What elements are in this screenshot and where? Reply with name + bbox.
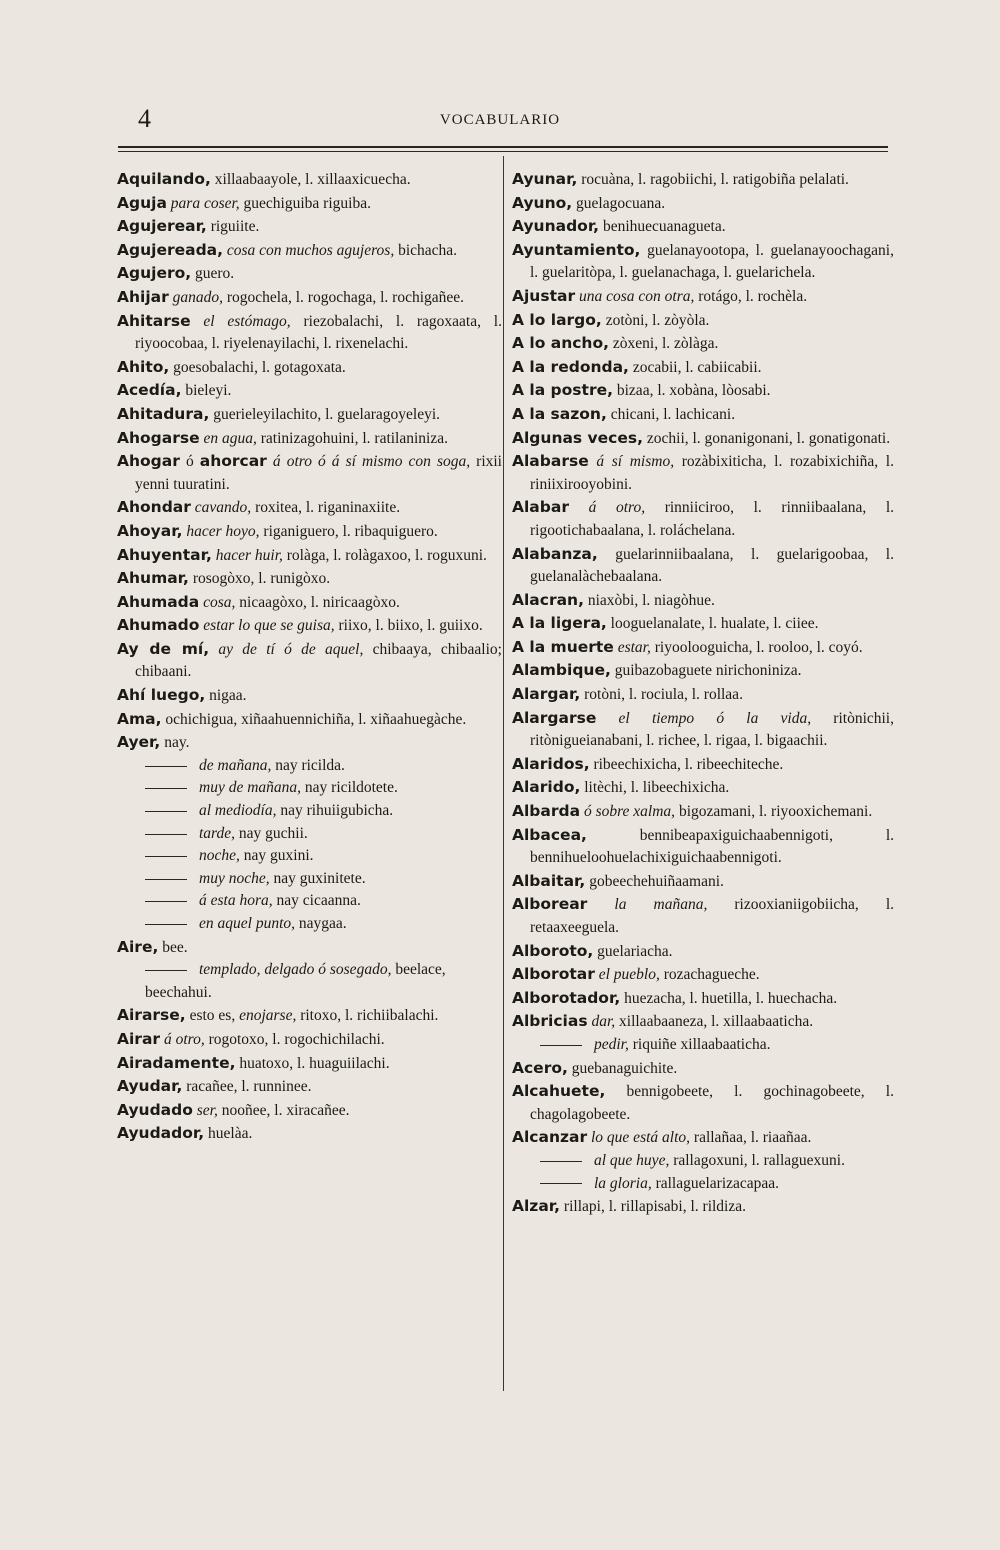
translation: zotòni, l. zòyòla.: [601, 311, 710, 329]
dictionary-entry: [512, 824, 894, 870]
headword: Alborotar: [512, 965, 595, 984]
translation: guelarinniibaalana, l. guelarigoobaa, l. guelanalàchebaalana.: [530, 545, 894, 586]
usage-note: la mañana,: [587, 896, 708, 914]
dictionary-entry: [512, 332, 894, 356]
translation: nay guxini.: [239, 847, 314, 865]
dictionary-entry: [512, 870, 894, 894]
translation: bichacha.: [394, 241, 458, 259]
headword: Ahogar: [117, 452, 180, 471]
headword: Alcanzar: [512, 1128, 588, 1147]
dictionary-entry: [512, 636, 894, 660]
headword: A lo largo,: [512, 310, 602, 329]
translation: ritònichii, ritònigueianabani, l. richee, l. rigaa, l. bigaachii.: [530, 709, 894, 750]
headword: Agujereada,: [117, 240, 224, 259]
dictionary-entry: [512, 1195, 894, 1219]
dictionary-entry: [512, 940, 894, 964]
headword: Alboroto,: [512, 941, 594, 960]
dictionary-entry: [117, 262, 502, 286]
translation: guelagocuana.: [572, 194, 666, 212]
translation: chicani, l. lachicani.: [606, 405, 736, 423]
headword: A la sazon,: [512, 404, 607, 423]
headword-alt: ahorcar: [199, 452, 267, 471]
left-column: [117, 168, 502, 1146]
usage-note: una cosa con otra,: [575, 287, 695, 305]
headword: Alborotador,: [512, 988, 621, 1007]
repeat-dash: [540, 1183, 582, 1184]
repeat-dash: [145, 856, 187, 857]
sub-entry: [117, 800, 502, 823]
headword: Aquilando,: [117, 170, 211, 188]
translation: niaxòbi, l. niagòhue.: [583, 591, 715, 609]
dictionary-entry: [117, 192, 502, 216]
page-header: [110, 104, 890, 136]
headword: Alzar,: [512, 1197, 561, 1216]
headword: Algunas veces,: [512, 428, 643, 447]
translation: guelanayootopa, l. guelanayoochagani, l. guelaritòpa, l. guelanachaga, l. guelarichela.: [530, 241, 894, 282]
dictionary-entry: [512, 450, 894, 496]
dictionary-entry: [512, 1126, 894, 1150]
usage-note: cosa con muchos agujeros,: [223, 241, 395, 259]
repeat-dash: [145, 901, 187, 902]
headword: Airarse,: [117, 1006, 186, 1025]
headword: A la redonda,: [512, 357, 629, 376]
sub-entry: [117, 959, 502, 1004]
headword: Ahondar: [117, 498, 191, 517]
translation: bieleyi.: [181, 382, 232, 400]
usage-note: para coser,: [166, 194, 240, 212]
translation: nicaagòxo, l. niricaagòxo.: [235, 593, 400, 611]
usage-note: el estómago,: [190, 312, 291, 330]
translation: chibaaya, chibaalio; chibaani.: [135, 640, 502, 681]
headword: Acero,: [512, 1058, 568, 1077]
headword: Ayuntamiento,: [512, 240, 641, 259]
headword: Ayer,: [117, 733, 161, 752]
repeat-dash: [145, 924, 187, 925]
translation: riguiite.: [206, 218, 260, 236]
headword: Ahitarse: [117, 311, 191, 330]
sub-entry: [512, 1173, 894, 1196]
headword: Alarido,: [512, 778, 581, 797]
dictionary-entry: [117, 1122, 502, 1146]
translation: guero.: [191, 265, 235, 283]
translation: riezobalachi, l. ragoxaata, l. riyoocobaa, l. riyelenayilachi, l. rixenelachi.: [135, 312, 502, 353]
dictionary-entry: [512, 239, 894, 285]
translation: nay rihuiigubicha.: [276, 802, 394, 820]
repeat-dash: [145, 879, 187, 880]
translation: roxitea, l. riganinaxiite.: [251, 499, 401, 517]
usage-note: muy de mañana,: [199, 779, 302, 797]
headword: Ayuno,: [512, 193, 573, 212]
dictionary-entry: [117, 1028, 502, 1052]
translation: riquiñe xillaabaaticha.: [628, 1035, 771, 1053]
dictionary-entry: [117, 403, 502, 427]
dictionary-entry: [117, 520, 502, 544]
headword: Ama,: [117, 709, 162, 728]
translation: riganiguero, l. ribaquiguero.: [259, 522, 438, 540]
dictionary-entry: [512, 753, 894, 777]
headword: Alacran,: [512, 590, 584, 609]
page-number: 4: [138, 104, 151, 133]
sub-entry: [117, 913, 502, 936]
usage-note: el tiempo ó la vida,: [596, 709, 812, 727]
dictionary-entry: [117, 286, 502, 310]
dictionary-entry: [512, 707, 894, 753]
dictionary-entry: [117, 614, 502, 638]
headword: Ahí luego,: [117, 686, 206, 705]
dictionary-entry: [117, 1004, 502, 1028]
dictionary-entry: [512, 1080, 894, 1126]
headword: Ayunador,: [512, 217, 600, 236]
usage-note: cosa,: [199, 593, 236, 611]
headword: Ahito,: [117, 357, 170, 376]
usage-note: hacer huir,: [211, 546, 283, 564]
dictionary-entry: [512, 403, 894, 427]
translation: xillaabaaneza, l. xillaabaaticha.: [615, 1013, 814, 1031]
dictionary-entry: [117, 1099, 502, 1123]
usage-note: al mediodía,: [199, 802, 277, 820]
translation: bennigobeete, l. gochinagobeete, l. chagolagobeete.: [530, 1083, 894, 1123]
translation: rolàga, l. rolàgaxoo, l. roguxuni.: [282, 546, 487, 564]
translation: rozàbixiticha, l. rozabixichiña, l. riniixirooyobini.: [530, 453, 894, 493]
usage-note: en agua,: [199, 429, 257, 447]
headword: A la ligera,: [512, 614, 607, 633]
headword: Alargarse: [512, 708, 597, 727]
translation: nay guxinitete.: [269, 869, 366, 887]
dictionary-entry: [117, 684, 502, 708]
running-head: VOCABULARIO: [439, 112, 561, 128]
column-divider: [503, 156, 504, 1391]
sub-entry: [117, 777, 502, 800]
dictionary-entry: [512, 215, 894, 239]
sub-entry: [512, 1150, 894, 1173]
header-rule: [118, 146, 888, 148]
connector: ó: [179, 453, 200, 471]
dictionary-entry: [512, 192, 894, 216]
translation: bigozamani, l. riyooxichemani.: [675, 803, 873, 821]
dictionary-entry: [512, 427, 894, 451]
translation: rotágo, l. rochèla.: [694, 287, 808, 305]
translation: guechiguiba riguiba.: [239, 194, 371, 212]
headword: A la muerte: [512, 637, 614, 656]
dictionary-entry: [117, 936, 502, 960]
translation: nay guchii.: [235, 824, 308, 842]
dictionary-entry: [117, 731, 502, 755]
headword: Airadamente,: [117, 1053, 236, 1072]
translation: rotòni, l. rociula, l. rollaa.: [580, 686, 743, 704]
dictionary-entry: [117, 356, 502, 380]
translation: beelace, beechahui.: [145, 961, 446, 1001]
translation: rallaguelarizacapaa.: [651, 1174, 780, 1192]
translation: rogochela, l. rogochaga, l. rochigañee.: [223, 288, 465, 306]
headword: Aguja: [117, 193, 167, 212]
headword: A lo ancho,: [512, 334, 610, 353]
translation: ritoxo, l. richiibalachi.: [296, 1007, 439, 1025]
dictionary-entry: [512, 612, 894, 636]
dictionary-entry: [512, 285, 894, 309]
translation: rozachagueche.: [659, 966, 760, 984]
headword: Albricias: [512, 1012, 588, 1031]
usage-note: al que huye,: [594, 1151, 670, 1169]
dictionary-entry: [512, 776, 894, 800]
headword: Alabarse: [512, 452, 589, 471]
headword: Alcahuete,: [512, 1082, 606, 1101]
translation: xillaabaayole, l. xillaaxicuecha.: [210, 171, 411, 188]
usage-note: ay de tí ó de aquel,: [209, 640, 364, 658]
headword: Alabanza,: [512, 544, 598, 563]
translation: ochichigua, xiñaahuennichiña, l. xiñaahuegàche.: [161, 710, 467, 728]
translation: nay.: [160, 734, 190, 752]
dictionary-entry: [117, 544, 502, 568]
usage-note: á esta hora,: [199, 892, 273, 910]
headword: Albarda: [512, 802, 581, 821]
sub-entry: [117, 755, 502, 778]
usage-note: muy noche,: [199, 869, 270, 887]
dictionary-entry: [117, 168, 502, 192]
sub-entry: [117, 890, 502, 913]
sub-entry: [512, 1034, 894, 1057]
dictionary-entry: [117, 379, 502, 403]
headword: Airar: [117, 1029, 161, 1048]
translation: zòxeni, l. zòlàga.: [609, 335, 719, 353]
usage-note: la gloria,: [594, 1174, 652, 1192]
repeat-dash: [540, 1161, 582, 1162]
dictionary-entry: [117, 427, 502, 451]
translation: nooñee, l. xiracañee.: [217, 1101, 350, 1119]
translation: bizaa, l. xobàna, lòosabi.: [613, 382, 771, 400]
translation: naygaa.: [295, 915, 347, 932]
headword: Alambique,: [512, 661, 611, 680]
headword: Alabar: [512, 498, 569, 517]
translation: rallañaa, l. riaañaa.: [690, 1129, 812, 1147]
repeat-dash: [145, 970, 187, 971]
usage-note: estar lo que se guisa,: [199, 617, 335, 635]
repeat-dash: [145, 766, 187, 767]
translation: riyoolooguicha, l. rooloo, l. coyó.: [650, 638, 863, 656]
dictionary-entry: [117, 239, 502, 263]
dictionary-entry: [117, 310, 502, 356]
headword: Ahumado: [117, 616, 200, 635]
sub-entry: [117, 823, 502, 846]
headword: Ayunar,: [512, 170, 578, 188]
translation: gobeechehuiñaamani.: [585, 872, 724, 890]
translation: nay cicaanna.: [272, 892, 361, 910]
dictionary-entry: [512, 309, 894, 333]
dictionary-entry: [512, 379, 894, 403]
headword: Ahijar: [117, 287, 169, 306]
translation: guerieleyilachito, l. guelaragoyeleyi.: [209, 405, 441, 423]
usage-note: á otro,: [568, 499, 646, 517]
translation: rosogòxo, l. runigòxo.: [188, 570, 331, 588]
translation: rixii yenni tuuratini.: [135, 453, 502, 493]
translation: bee.: [158, 938, 188, 956]
usage-note: á sí mismo,: [588, 453, 675, 471]
usage-note: tarde,: [199, 824, 236, 842]
translation: zochii, l. gonanigonani, l. gonatigonati.: [643, 429, 891, 447]
repeat-dash: [145, 788, 187, 789]
dictionary-entry: [117, 708, 502, 732]
dictionary-entry: [117, 1052, 502, 1076]
dictionary-entry: [512, 356, 894, 380]
headword: Ahogarse: [117, 428, 200, 447]
translation: ribeechixicha, l. ribeechiteche.: [589, 755, 784, 773]
translation: benihuecuanagueta.: [599, 218, 726, 236]
translation: huezacha, l. huetilla, l. huechacha.: [620, 989, 838, 1007]
dictionary-entry: [512, 893, 894, 939]
translation: zocabii, l. cabiicabii.: [628, 358, 762, 376]
dictionary-entry: [512, 963, 894, 987]
headword: Ay de mí,: [117, 639, 210, 658]
headword: Ajustar: [512, 286, 576, 305]
dictionary-entry: [117, 638, 502, 684]
usage-note: templado, delgado ó sosegado,: [199, 961, 392, 979]
repeat-dash: [145, 811, 187, 812]
translation: rocuàna, l. ragobiichi, l. ratigobiña pelalati.: [577, 171, 849, 188]
translation: guelariacha.: [593, 942, 673, 960]
repeat-dash: [540, 1045, 582, 1046]
translation: bennibeapaxiguichaabennigoti, l. bennihueloohuelachixiguichaabennigoti.: [530, 826, 894, 867]
headword: Albacea,: [512, 825, 587, 844]
headword: Alborear: [512, 895, 588, 914]
headword: Acedía,: [117, 381, 182, 400]
usage-note: noche,: [199, 847, 240, 865]
dictionary-entry: [117, 591, 502, 615]
dictionary-entry: [512, 987, 894, 1011]
translation: litèchi, l. libeechixicha.: [580, 779, 730, 797]
usage-note: lo que está alto,: [587, 1129, 691, 1147]
sub-entry: [117, 868, 502, 891]
translation: nay ricildotete.: [301, 779, 398, 797]
headword: Albaitar,: [512, 871, 586, 890]
dictionary-entry: [117, 496, 502, 520]
translation: rinniiciroo, l. rinniibaalana, l. rigootichabaalana, l. roláchelana.: [530, 499, 894, 539]
translation: rillapi, l. rillapisabi, l. rildiza.: [560, 1198, 747, 1216]
translation: guibazobaguete nirichoniniza.: [610, 662, 802, 680]
dictionary-entry: [512, 800, 894, 824]
usage-note: enojarse,: [239, 1007, 297, 1025]
headword: Ahuyentar,: [117, 545, 212, 564]
dictionary-entry: [117, 450, 502, 496]
headword: Agujerear,: [117, 217, 207, 236]
dictionary-entry: [117, 215, 502, 239]
translation: huatoxo, l. huaguiilachi.: [235, 1054, 390, 1072]
headword: Ahumada: [117, 592, 200, 611]
usage-note: de mañana,: [199, 756, 272, 774]
usage-note: en aquel punto,: [199, 915, 295, 932]
translation: nay ricilda.: [271, 756, 345, 774]
translation: riixo, l. biixo, l. guiixo.: [334, 617, 483, 635]
dictionary-entry: [512, 168, 894, 192]
right-column: [512, 168, 894, 1219]
translation: looguelanalate, l. hualate, l. ciiee.: [606, 615, 819, 633]
usage-note: ó sobre xalma,: [580, 803, 676, 821]
headword: A la postre,: [512, 381, 613, 400]
dictionary-entry: [512, 683, 894, 707]
translation: esto es,: [185, 1007, 240, 1025]
translation: goesobalachi, l. gotagoxata.: [169, 358, 346, 376]
usage-note: el pueblo,: [594, 966, 660, 984]
usage-note: pedir,: [594, 1035, 629, 1053]
headword: Aire,: [117, 937, 159, 956]
headword: Alargar,: [512, 685, 581, 704]
usage-note: hacer hoyo,: [182, 522, 260, 540]
usage-note: estar,: [613, 638, 651, 656]
dictionary-entry: [117, 567, 502, 591]
dictionary-entry: [117, 1075, 502, 1099]
headword: Ayudado: [117, 1100, 193, 1119]
dictionary-entry: [512, 589, 894, 613]
headword: Ahitadura,: [117, 404, 210, 423]
dictionary-entry: [512, 543, 894, 589]
dictionary-entry: [512, 1057, 894, 1081]
headword: Ahoyar,: [117, 521, 183, 540]
usage-note: cavando,: [190, 499, 252, 517]
dictionary-entry: [512, 496, 894, 542]
usage-note: á otro,: [160, 1030, 205, 1048]
headword: Alaridos,: [512, 754, 590, 773]
translation: nigaa.: [205, 687, 247, 705]
translation: rallagoxuni, l. rallaguexuni.: [669, 1151, 845, 1169]
dictionary-entry: [512, 1010, 894, 1034]
translation: racañee, l. runninee.: [182, 1078, 312, 1096]
usage-note: ser,: [192, 1101, 218, 1119]
translation: guebanaguichite.: [567, 1059, 678, 1077]
dictionary-entry: [512, 659, 894, 683]
usage-note: dar,: [587, 1013, 616, 1031]
headword: Ayudar,: [117, 1077, 183, 1096]
headword: Ayudador,: [117, 1124, 205, 1143]
translation: rizooxianiigobiicha, l. retaaxeeguela.: [530, 896, 894, 936]
translation: huelàa.: [204, 1125, 253, 1143]
headword: Ahumar,: [117, 569, 189, 588]
usage-note: ganado,: [168, 288, 224, 306]
sub-entry: [117, 845, 502, 868]
headword: Agujero,: [117, 264, 192, 283]
translation: ratinizagohuini, l. ratilaniniza.: [256, 429, 448, 447]
header-rule-thin: [118, 151, 888, 152]
translation: rogotoxo, l. rogochichilachi.: [204, 1030, 385, 1048]
usage-note: á otro ó á sí mismo con soga,: [266, 453, 471, 471]
repeat-dash: [145, 834, 187, 835]
